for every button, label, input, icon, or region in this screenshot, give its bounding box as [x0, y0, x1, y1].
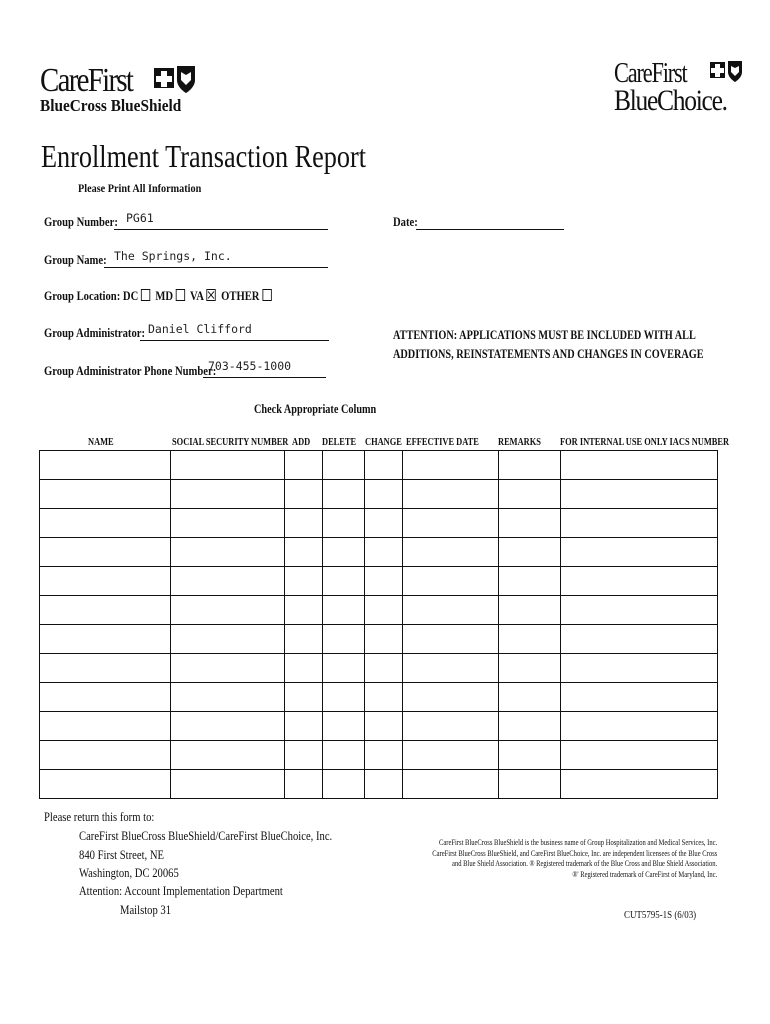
table-cell[interactable]: [323, 625, 365, 654]
carefirst-bcbs-logo: [40, 62, 197, 116]
table-cell[interactable]: [171, 480, 285, 509]
return-address-line: 840 First Street, NE: [79, 848, 164, 862]
col-header-iacs-number: FOR INTERNAL USE ONLY IACS NUMBER: [560, 437, 730, 448]
table-cell[interactable]: [171, 683, 285, 712]
table-cell[interactable]: [561, 596, 718, 625]
group-administrator-field[interactable]: Daniel Clifford: [148, 322, 252, 336]
table-cell[interactable]: [403, 509, 499, 538]
table-cell[interactable]: [499, 538, 561, 567]
table-row: [40, 625, 718, 654]
return-address-line: Washington, DC 20065: [79, 866, 179, 880]
group-name-field[interactable]: The Springs, Inc.: [114, 249, 232, 263]
table-cell[interactable]: [323, 480, 365, 509]
table-cell[interactable]: [365, 509, 403, 538]
trademark-disclaimer: CareFirst BlueCross BlueShield is the business name of Group Hospitalization and Medical Services, Inc. CareFirst BlueCross BlueShield, and CareFirst BlueChoice, Inc. are independent licensees of the Blue Cross and Blue Shield Association. ® Registered trademark of the Blue Cross and Blue Shield Association. ®' Registered trademark of CareFirst of Maryland, Inc.: [432, 838, 718, 879]
table-cell[interactable]: [285, 712, 323, 741]
table-row: [40, 654, 718, 683]
table-cell[interactable]: [403, 654, 499, 683]
return-heading: Please return this form to:: [44, 810, 155, 824]
table-row: [40, 741, 718, 770]
table-cell[interactable]: [561, 538, 718, 567]
table-cell[interactable]: [323, 741, 365, 770]
table-cell[interactable]: [365, 712, 403, 741]
table-row: [40, 480, 718, 509]
table-cell[interactable]: [323, 509, 365, 538]
col-header-effective-date: EFFECTIVE DATE: [406, 437, 479, 448]
table-cell[interactable]: [40, 596, 171, 625]
table-cell[interactable]: [323, 654, 365, 683]
table-cell[interactable]: [403, 770, 499, 799]
table-cell[interactable]: [403, 567, 499, 596]
table-cell[interactable]: [323, 683, 365, 712]
logo-wordmark: CareFirst: [614, 58, 687, 89]
table-cell[interactable]: [499, 596, 561, 625]
table-cell[interactable]: [40, 538, 171, 567]
col-header-add: ADD: [292, 437, 311, 448]
date-label: Date:: [393, 215, 418, 229]
table-row: [40, 538, 718, 567]
table-cell[interactable]: [323, 712, 365, 741]
table-row: [40, 509, 718, 538]
table-cell[interactable]: [499, 509, 561, 538]
form-code: CUT5795-1S (6/03): [624, 910, 697, 921]
table-cell[interactable]: [323, 451, 365, 480]
table-cell[interactable]: [403, 596, 499, 625]
table-cell[interactable]: [365, 741, 403, 770]
table-cell[interactable]: [499, 712, 561, 741]
table-cell[interactable]: [561, 712, 718, 741]
table-row: [40, 683, 718, 712]
table-cell[interactable]: [40, 451, 171, 480]
group-location-label: Group Location:: [44, 289, 121, 303]
table-cell[interactable]: [365, 538, 403, 567]
location-option-md[interactable]: MD: [155, 289, 187, 303]
table-cell[interactable]: [40, 480, 171, 509]
table-cell[interactable]: [285, 654, 323, 683]
table-cell[interactable]: [285, 770, 323, 799]
table-cell[interactable]: [365, 480, 403, 509]
table-cell[interactable]: [40, 741, 171, 770]
admin-phone-field[interactable]: 703-455-1000: [208, 359, 292, 373]
table-cell[interactable]: [171, 770, 285, 799]
table-cell[interactable]: [171, 451, 285, 480]
location-option-other[interactable]: OTHER: [221, 289, 274, 303]
table-cell[interactable]: [561, 683, 718, 712]
group-number-line: [114, 229, 328, 230]
col-header-change: CHANGE: [365, 437, 402, 448]
table-row: [40, 567, 718, 596]
table-cell[interactable]: [561, 509, 718, 538]
table-cell[interactable]: [561, 625, 718, 654]
group-administrator-label: Group Administrator:: [44, 326, 146, 340]
table-cell[interactable]: [171, 654, 285, 683]
table-cell[interactable]: [40, 683, 171, 712]
col-header-ssn: SOCIAL SECURITY NUMBER: [172, 437, 289, 448]
table-cell[interactable]: [323, 567, 365, 596]
table-cell[interactable]: [365, 567, 403, 596]
table-cell[interactable]: [499, 625, 561, 654]
table-cell[interactable]: [323, 538, 365, 567]
table-cell[interactable]: [171, 741, 285, 770]
table-cell[interactable]: [365, 451, 403, 480]
table-cell[interactable]: [403, 625, 499, 654]
table-cell[interactable]: [499, 567, 561, 596]
location-option-va[interactable]: VA: [190, 289, 218, 303]
table-cell[interactable]: [561, 480, 718, 509]
table-cell[interactable]: [285, 538, 323, 567]
table-cell[interactable]: [403, 480, 499, 509]
group-number-field[interactable]: PG61: [126, 211, 154, 225]
page-subtitle: Please Print All Information: [78, 181, 202, 195]
table-cell[interactable]: [285, 480, 323, 509]
table-cell[interactable]: [403, 741, 499, 770]
md-checkbox[interactable]: [176, 289, 185, 301]
table-cell[interactable]: [171, 596, 285, 625]
table-cell[interactable]: [285, 596, 323, 625]
location-option-dc[interactable]: DC: [123, 289, 153, 303]
check-column-label: Check Appropriate Column: [254, 402, 377, 416]
table-cell[interactable]: [171, 538, 285, 567]
table-row: [40, 596, 718, 625]
table-cell[interactable]: [40, 712, 171, 741]
table-cell[interactable]: [403, 712, 499, 741]
table-cell[interactable]: [285, 509, 323, 538]
col-header-name: NAME: [88, 437, 114, 448]
logo-wordmark: CareFirst: [40, 62, 133, 99]
table-cell[interactable]: [40, 567, 171, 596]
cross-shield-emblem-icon: [709, 58, 743, 86]
table-cell[interactable]: [285, 567, 323, 596]
table-cell[interactable]: [561, 567, 718, 596]
table-cell[interactable]: [561, 770, 718, 799]
table-cell[interactable]: [171, 625, 285, 654]
admin-phone-label: Group Administrator Phone Number:: [44, 364, 217, 378]
date-field[interactable]: [416, 229, 564, 230]
table-cell[interactable]: [40, 625, 171, 654]
table-cell[interactable]: [40, 509, 171, 538]
table-cell[interactable]: [499, 480, 561, 509]
carefirst-bluechoice-logo: [614, 58, 747, 118]
table-cell[interactable]: [561, 741, 718, 770]
table-cell[interactable]: [499, 654, 561, 683]
table-cell[interactable]: [323, 596, 365, 625]
group-name-line: [104, 267, 328, 268]
dc-checkbox[interactable]: [141, 289, 150, 301]
table-cell[interactable]: [499, 683, 561, 712]
table-cell[interactable]: [365, 683, 403, 712]
return-address-line: CareFirst BlueCross BlueShield/CareFirst BlueChoice, Inc.: [79, 829, 333, 843]
group-number-label: Group Number:: [44, 215, 118, 229]
table-cell[interactable]: [403, 451, 499, 480]
table-cell[interactable]: [323, 770, 365, 799]
table-cell[interactable]: [365, 654, 403, 683]
col-header-delete: DELETE: [322, 437, 357, 448]
return-address-line: Attention: Account Implementation Department: [79, 884, 283, 898]
table-cell[interactable]: [40, 654, 171, 683]
table-cell[interactable]: [171, 567, 285, 596]
va-checkbox-checked[interactable]: [207, 289, 216, 301]
table-cell[interactable]: [403, 683, 499, 712]
logo-subline: BlueChoice.: [614, 84, 727, 117]
table-cell[interactable]: [40, 770, 171, 799]
table-cell[interactable]: [499, 741, 561, 770]
table-cell[interactable]: [365, 770, 403, 799]
group-name-label: Group Name:: [44, 253, 107, 267]
col-header-remarks: REMARKS: [498, 437, 541, 448]
table-cell[interactable]: [561, 654, 718, 683]
table-cell[interactable]: [561, 451, 718, 480]
admin-phone-line: [203, 377, 326, 378]
table-cell[interactable]: [499, 770, 561, 799]
table-cell[interactable]: [171, 509, 285, 538]
other-checkbox[interactable]: [262, 289, 271, 301]
page-title: Enrollment Transaction Report: [41, 138, 367, 174]
table-cell[interactable]: [285, 625, 323, 654]
table-row: [40, 770, 718, 799]
table-cell[interactable]: [171, 712, 285, 741]
table-row: [40, 712, 718, 741]
table-cell[interactable]: [365, 596, 403, 625]
table-cell[interactable]: [285, 741, 323, 770]
cross-shield-emblem-icon: [153, 62, 197, 96]
table-row: [40, 451, 718, 480]
table-cell[interactable]: [365, 625, 403, 654]
attention-notice: ATTENTION: APPLICATIONS MUST BE INCLUDED WITH ALL ADDITIONS, REINSTATEMENTS AND CHANGES IN COVERAGE: [393, 328, 704, 361]
return-address-line: Mailstop 31: [120, 903, 172, 917]
table-cell[interactable]: [285, 451, 323, 480]
logo-subline: BlueCross BlueShield: [40, 96, 182, 115]
group-administrator-line: [140, 340, 329, 341]
enrollment-table: [39, 450, 718, 799]
group-location-row: [44, 289, 274, 304]
table-cell[interactable]: [285, 683, 323, 712]
table-cell[interactable]: [403, 538, 499, 567]
table-cell[interactable]: [499, 451, 561, 480]
